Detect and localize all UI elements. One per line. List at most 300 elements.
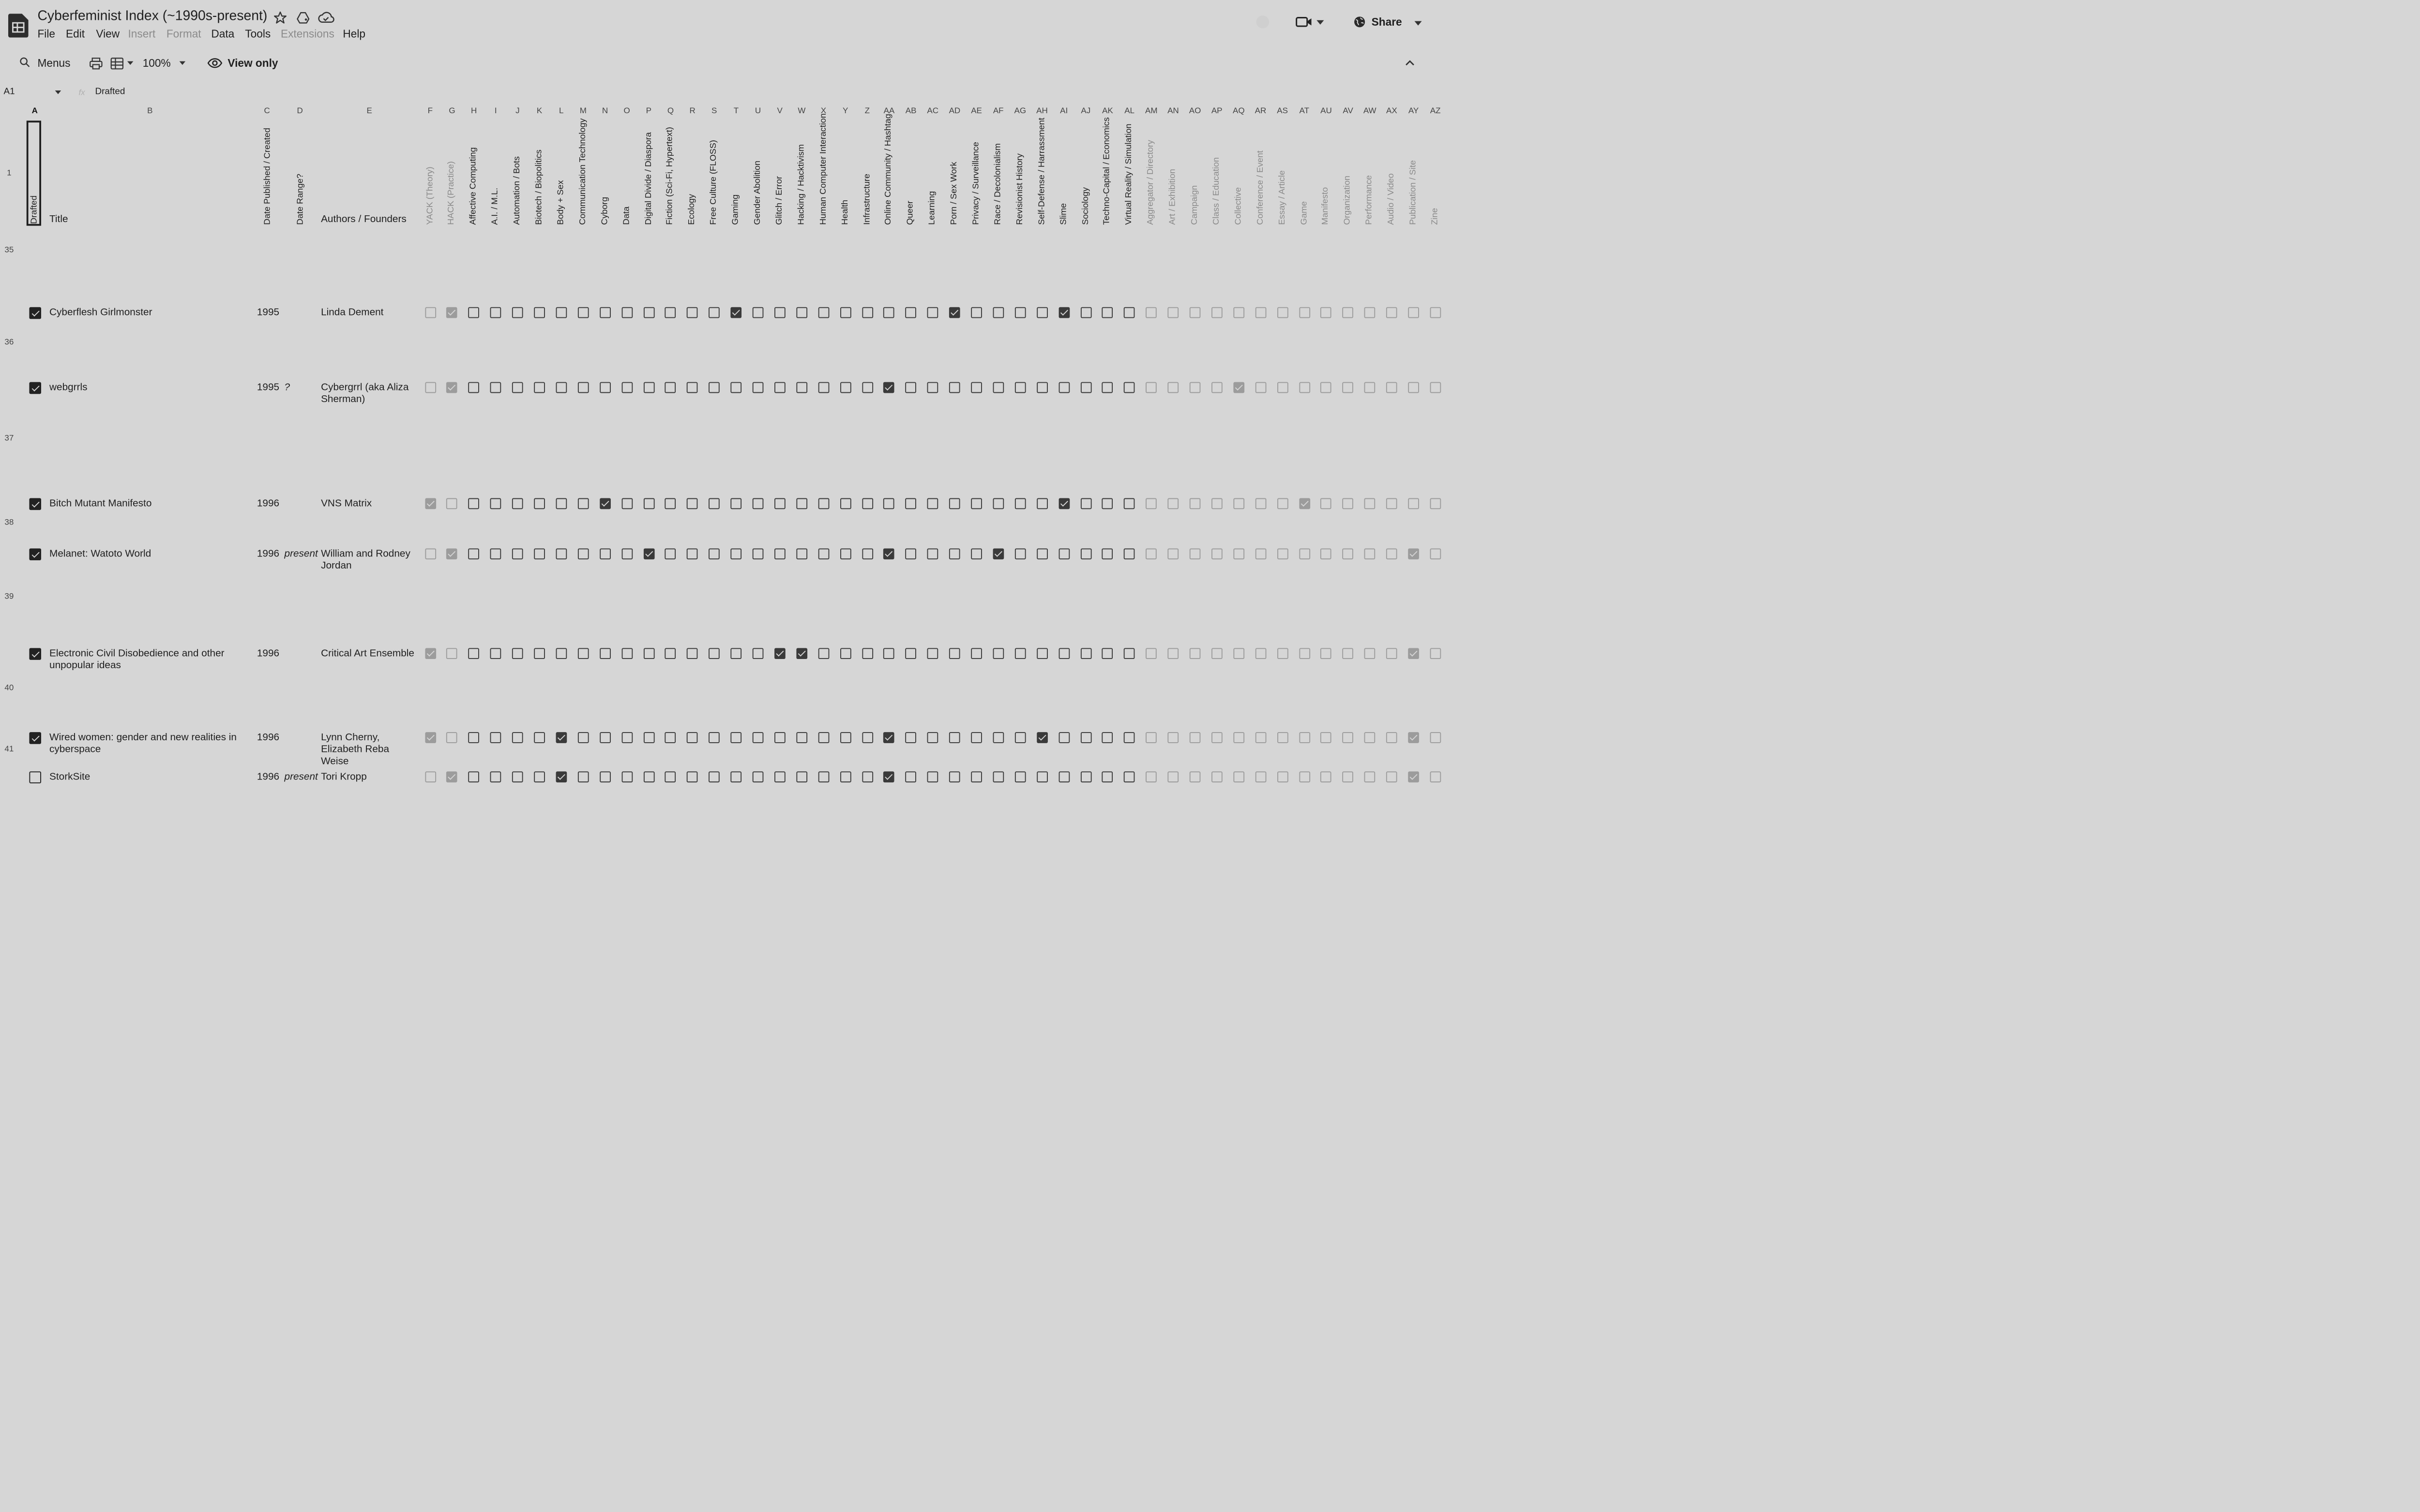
- column-letter-aw[interactable]: AW: [1363, 106, 1376, 116]
- tag-checkbox-i[interactable]: [490, 382, 501, 393]
- tag-checkbox-aj[interactable]: [1080, 382, 1091, 393]
- tag-checkbox-aj[interactable]: [1080, 548, 1091, 559]
- tag-checkbox-ao[interactable]: [1190, 548, 1201, 559]
- tag-checkbox-i[interactable]: [490, 771, 501, 782]
- tag-checkbox-av[interactable]: [1343, 648, 1354, 659]
- tag-checkbox-j[interactable]: [512, 382, 523, 393]
- column-letter-q[interactable]: Q: [667, 106, 674, 116]
- tag-checkbox-k[interactable]: [534, 548, 545, 559]
- tag-checkbox-n[interactable]: [600, 648, 611, 659]
- column-letter-ap[interactable]: AP: [1211, 106, 1223, 116]
- tag-checkbox-y[interactable]: [840, 307, 851, 318]
- tag-checkbox-o[interactable]: [621, 771, 633, 782]
- tag-checkbox-ar[interactable]: [1255, 548, 1266, 559]
- tag-checkbox-ax[interactable]: [1386, 498, 1397, 509]
- tag-checkbox-l[interactable]: [556, 771, 567, 782]
- tag-checkbox-ao[interactable]: [1190, 732, 1201, 743]
- tag-checkbox-ax[interactable]: [1386, 548, 1397, 559]
- tag-checkbox-aa[interactable]: [884, 307, 895, 318]
- tag-checkbox-am[interactable]: [1146, 307, 1157, 318]
- drive-move-icon[interactable]: [295, 10, 310, 25]
- tag-checkbox-ak[interactable]: [1102, 732, 1113, 743]
- tag-checkbox-ab[interactable]: [906, 732, 917, 743]
- tag-checkbox-m[interactable]: [578, 732, 589, 743]
- tag-checkbox-aj[interactable]: [1080, 307, 1091, 318]
- tag-checkbox-ak[interactable]: [1102, 771, 1113, 782]
- tag-checkbox-o[interactable]: [621, 548, 633, 559]
- tag-checkbox-f[interactable]: [424, 307, 436, 318]
- tag-checkbox-ai[interactable]: [1059, 498, 1070, 509]
- tag-checkbox-ao[interactable]: [1190, 307, 1201, 318]
- tag-checkbox-am[interactable]: [1146, 548, 1157, 559]
- column-letter-ac[interactable]: AC: [927, 106, 939, 116]
- tag-checkbox-ar[interactable]: [1255, 382, 1266, 393]
- tag-checkbox-g[interactable]: [447, 771, 458, 782]
- tag-checkbox-g[interactable]: [447, 382, 458, 393]
- tag-checkbox-ai[interactable]: [1059, 382, 1070, 393]
- tag-checkbox-au[interactable]: [1321, 648, 1332, 659]
- tag-checkbox-ay[interactable]: [1408, 732, 1419, 743]
- tag-checkbox-r[interactable]: [687, 548, 698, 559]
- tag-checkbox-af[interactable]: [993, 307, 1004, 318]
- tag-checkbox-p[interactable]: [643, 771, 654, 782]
- tag-checkbox-l[interactable]: [556, 648, 567, 659]
- tag-checkbox-ac[interactable]: [927, 732, 938, 743]
- column-letter-m[interactable]: M: [579, 106, 587, 116]
- tag-checkbox-i[interactable]: [490, 732, 501, 743]
- tag-checkbox-am[interactable]: [1146, 498, 1157, 509]
- tag-checkbox-o[interactable]: [621, 382, 633, 393]
- collapse-chevron-icon[interactable]: [1404, 57, 1416, 69]
- tag-checkbox-h[interactable]: [469, 307, 480, 318]
- tag-checkbox-p[interactable]: [643, 382, 654, 393]
- tag-checkbox-j[interactable]: [512, 307, 523, 318]
- tag-checkbox-m[interactable]: [578, 307, 589, 318]
- tag-checkbox-ag[interactable]: [1015, 307, 1026, 318]
- tag-checkbox-as[interactable]: [1277, 382, 1288, 393]
- tag-checkbox-ag[interactable]: [1015, 732, 1026, 743]
- tag-checkbox-ag[interactable]: [1015, 382, 1026, 393]
- menus-search[interactable]: Menus: [37, 57, 71, 70]
- tag-checkbox-x[interactable]: [818, 498, 829, 509]
- tag-checkbox-g[interactable]: [447, 307, 458, 318]
- tag-checkbox-z[interactable]: [862, 382, 873, 393]
- tag-checkbox-as[interactable]: [1277, 498, 1288, 509]
- tag-checkbox-ad[interactable]: [949, 548, 960, 559]
- tag-checkbox-as[interactable]: [1277, 548, 1288, 559]
- column-letter-u[interactable]: U: [755, 106, 761, 116]
- tag-checkbox-l[interactable]: [556, 307, 567, 318]
- tag-checkbox-j[interactable]: [512, 548, 523, 559]
- tag-checkbox-ac[interactable]: [927, 498, 938, 509]
- column-letter-y[interactable]: Y: [842, 106, 848, 116]
- tag-checkbox-x[interactable]: [818, 771, 829, 782]
- tag-checkbox-ar[interactable]: [1255, 771, 1266, 782]
- tag-checkbox-k[interactable]: [534, 382, 545, 393]
- sheets-logo-icon[interactable]: [8, 14, 29, 37]
- tag-checkbox-ak[interactable]: [1102, 498, 1113, 509]
- tag-checkbox-aw[interactable]: [1364, 648, 1376, 659]
- share-dropdown-icon[interactable]: [1414, 17, 1423, 29]
- tag-checkbox-ac[interactable]: [927, 771, 938, 782]
- tag-checkbox-ac[interactable]: [927, 382, 938, 393]
- tag-checkbox-f[interactable]: [424, 771, 436, 782]
- tag-checkbox-x[interactable]: [818, 648, 829, 659]
- avatar-placeholder[interactable]: [1256, 15, 1269, 28]
- tag-checkbox-o[interactable]: [621, 648, 633, 659]
- tag-checkbox-n[interactable]: [600, 732, 611, 743]
- column-letter-am[interactable]: AM: [1145, 106, 1158, 116]
- tag-checkbox-o[interactable]: [621, 732, 633, 743]
- menu-file[interactable]: File: [37, 27, 55, 41]
- tag-checkbox-l[interactable]: [556, 548, 567, 559]
- tag-checkbox-aq[interactable]: [1233, 771, 1244, 782]
- tag-checkbox-s[interactable]: [709, 771, 720, 782]
- tag-checkbox-z[interactable]: [862, 548, 873, 559]
- tag-checkbox-q[interactable]: [665, 732, 676, 743]
- menu-extensions[interactable]: Extensions: [280, 27, 334, 41]
- share-button[interactable]: Share: [1371, 15, 1402, 29]
- tag-checkbox-i[interactable]: [490, 307, 501, 318]
- tag-checkbox-y[interactable]: [840, 382, 851, 393]
- drafted-checkbox[interactable]: [29, 498, 41, 510]
- column-letter-h[interactable]: H: [470, 106, 477, 116]
- menu-insert[interactable]: Insert: [128, 27, 156, 41]
- menu-tools[interactable]: Tools: [245, 27, 271, 41]
- tag-checkbox-t[interactable]: [731, 771, 742, 782]
- tag-checkbox-ab[interactable]: [906, 307, 917, 318]
- tag-checkbox-ah[interactable]: [1037, 732, 1048, 743]
- tag-checkbox-f[interactable]: [424, 548, 436, 559]
- column-letter-x[interactable]: X: [820, 106, 827, 116]
- column-letter-ao[interactable]: AO: [1189, 106, 1201, 116]
- tag-checkbox-ar[interactable]: [1255, 307, 1266, 318]
- column-letter-aa[interactable]: AA: [883, 106, 895, 116]
- tag-checkbox-aj[interactable]: [1080, 771, 1091, 782]
- tag-checkbox-ap[interactable]: [1211, 771, 1223, 782]
- tag-checkbox-aq[interactable]: [1233, 648, 1244, 659]
- tag-checkbox-n[interactable]: [600, 548, 611, 559]
- tag-checkbox-ap[interactable]: [1211, 648, 1223, 659]
- tag-checkbox-al[interactable]: [1124, 548, 1135, 559]
- tag-checkbox-t[interactable]: [731, 548, 742, 559]
- tag-checkbox-al[interactable]: [1124, 771, 1135, 782]
- tag-checkbox-af[interactable]: [993, 732, 1004, 743]
- column-letter-al[interactable]: AL: [1124, 106, 1135, 116]
- column-letter-ag[interactable]: AG: [1014, 106, 1027, 116]
- tag-checkbox-y[interactable]: [840, 771, 851, 782]
- tag-checkbox-m[interactable]: [578, 771, 589, 782]
- tag-checkbox-ah[interactable]: [1037, 307, 1048, 318]
- tag-checkbox-p[interactable]: [643, 548, 654, 559]
- tag-checkbox-s[interactable]: [709, 307, 720, 318]
- tag-checkbox-m[interactable]: [578, 648, 589, 659]
- tag-checkbox-az[interactable]: [1430, 732, 1441, 743]
- tag-checkbox-ah[interactable]: [1037, 382, 1048, 393]
- tag-checkbox-t[interactable]: [731, 648, 742, 659]
- column-letter-at[interactable]: AT: [1299, 106, 1310, 116]
- tag-checkbox-k[interactable]: [534, 498, 545, 509]
- tag-checkbox-av[interactable]: [1343, 548, 1354, 559]
- column-letter-z[interactable]: Z: [864, 106, 870, 116]
- tag-checkbox-az[interactable]: [1430, 648, 1441, 659]
- tag-checkbox-i[interactable]: [490, 498, 501, 509]
- tag-checkbox-ap[interactable]: [1211, 548, 1223, 559]
- tag-checkbox-av[interactable]: [1343, 382, 1354, 393]
- tag-checkbox-w[interactable]: [796, 307, 807, 318]
- tag-checkbox-au[interactable]: [1321, 771, 1332, 782]
- tag-checkbox-at[interactable]: [1299, 732, 1310, 743]
- tag-checkbox-x[interactable]: [818, 732, 829, 743]
- tag-checkbox-z[interactable]: [862, 307, 873, 318]
- tag-checkbox-l[interactable]: [556, 498, 567, 509]
- column-letter-ak[interactable]: AK: [1102, 106, 1113, 116]
- view-only-button[interactable]: View only: [227, 57, 278, 70]
- format-dropdown-icon[interactable]: [126, 59, 134, 68]
- column-letter-an[interactable]: AN: [1167, 106, 1179, 116]
- tag-checkbox-h[interactable]: [469, 732, 480, 743]
- tag-checkbox-x[interactable]: [818, 382, 829, 393]
- tag-checkbox-af[interactable]: [993, 648, 1004, 659]
- tag-checkbox-au[interactable]: [1321, 498, 1332, 509]
- column-letter-ah[interactable]: AH: [1036, 106, 1048, 116]
- tag-checkbox-r[interactable]: [687, 732, 698, 743]
- column-letter-aj[interactable]: AJ: [1081, 106, 1091, 116]
- tag-checkbox-ad[interactable]: [949, 382, 960, 393]
- tag-checkbox-g[interactable]: [447, 732, 458, 743]
- row-number[interactable]: 40: [4, 683, 14, 692]
- tag-checkbox-aw[interactable]: [1364, 548, 1376, 559]
- tag-checkbox-af[interactable]: [993, 548, 1004, 559]
- tag-checkbox-z[interactable]: [862, 771, 873, 782]
- column-letter-k[interactable]: K: [536, 106, 543, 116]
- tag-checkbox-av[interactable]: [1343, 498, 1354, 509]
- tag-checkbox-k[interactable]: [534, 648, 545, 659]
- tag-checkbox-t[interactable]: [731, 732, 742, 743]
- tag-checkbox-aq[interactable]: [1233, 732, 1244, 743]
- tag-checkbox-v[interactable]: [774, 548, 786, 559]
- tag-checkbox-ag[interactable]: [1015, 771, 1026, 782]
- drafted-checkbox[interactable]: [29, 771, 41, 783]
- formula-input[interactable]: Drafted: [95, 87, 125, 97]
- tag-checkbox-au[interactable]: [1321, 732, 1332, 743]
- tag-checkbox-ao[interactable]: [1190, 382, 1201, 393]
- tag-checkbox-r[interactable]: [687, 382, 698, 393]
- row-number[interactable]: 1: [7, 168, 12, 178]
- tag-checkbox-aq[interactable]: [1233, 382, 1244, 393]
- tag-checkbox-ao[interactable]: [1190, 648, 1201, 659]
- tag-checkbox-u[interactable]: [753, 307, 764, 318]
- tag-checkbox-ap[interactable]: [1211, 307, 1223, 318]
- tag-checkbox-az[interactable]: [1430, 382, 1441, 393]
- column-letter-av[interactable]: AV: [1343, 106, 1353, 116]
- tag-checkbox-ab[interactable]: [906, 498, 917, 509]
- tag-checkbox-i[interactable]: [490, 548, 501, 559]
- tag-checkbox-af[interactable]: [993, 771, 1004, 782]
- tag-checkbox-ad[interactable]: [949, 648, 960, 659]
- tag-checkbox-aw[interactable]: [1364, 498, 1376, 509]
- tag-checkbox-o[interactable]: [621, 307, 633, 318]
- column-letter-au[interactable]: AU: [1320, 106, 1332, 116]
- tag-checkbox-p[interactable]: [643, 498, 654, 509]
- tag-checkbox-an[interactable]: [1168, 732, 1179, 743]
- tag-checkbox-h[interactable]: [469, 498, 480, 509]
- search-icon[interactable]: [18, 56, 31, 68]
- tag-checkbox-aa[interactable]: [884, 771, 895, 782]
- tag-checkbox-aw[interactable]: [1364, 732, 1376, 743]
- tag-checkbox-m[interactable]: [578, 498, 589, 509]
- tag-checkbox-ae[interactable]: [971, 648, 982, 659]
- cloud-saved-icon[interactable]: [318, 10, 333, 25]
- tag-checkbox-ai[interactable]: [1059, 771, 1070, 782]
- tag-checkbox-n[interactable]: [600, 498, 611, 509]
- tag-checkbox-ay[interactable]: [1408, 771, 1419, 782]
- tag-checkbox-ap[interactable]: [1211, 382, 1223, 393]
- column-letter-l[interactable]: L: [559, 106, 564, 116]
- tag-checkbox-ak[interactable]: [1102, 307, 1113, 318]
- tag-checkbox-t[interactable]: [731, 307, 742, 318]
- tag-checkbox-ax[interactable]: [1386, 648, 1397, 659]
- tag-checkbox-u[interactable]: [753, 548, 764, 559]
- tag-checkbox-ai[interactable]: [1059, 648, 1070, 659]
- tag-checkbox-ad[interactable]: [949, 307, 960, 318]
- tag-checkbox-z[interactable]: [862, 648, 873, 659]
- tag-checkbox-ac[interactable]: [927, 548, 938, 559]
- tag-checkbox-n[interactable]: [600, 771, 611, 782]
- tag-checkbox-y[interactable]: [840, 498, 851, 509]
- eye-icon[interactable]: [207, 56, 222, 70]
- tag-checkbox-aj[interactable]: [1080, 498, 1091, 509]
- tag-checkbox-h[interactable]: [469, 648, 480, 659]
- tag-checkbox-as[interactable]: [1277, 307, 1288, 318]
- column-letter-az[interactable]: AZ: [1430, 106, 1441, 116]
- tag-checkbox-ab[interactable]: [906, 548, 917, 559]
- tag-checkbox-al[interactable]: [1124, 732, 1135, 743]
- tag-checkbox-s[interactable]: [709, 498, 720, 509]
- column-letter-b[interactable]: B: [147, 106, 153, 116]
- menu-help[interactable]: Help: [343, 27, 366, 41]
- column-letter-aq[interactable]: AQ: [1233, 106, 1245, 116]
- tag-checkbox-ac[interactable]: [927, 307, 938, 318]
- tag-checkbox-an[interactable]: [1168, 648, 1179, 659]
- column-letter-ay[interactable]: AY: [1408, 106, 1419, 116]
- tag-checkbox-n[interactable]: [600, 307, 611, 318]
- tag-checkbox-ak[interactable]: [1102, 648, 1113, 659]
- zoom-dropdown-icon[interactable]: [178, 59, 186, 68]
- tag-checkbox-f[interactable]: [424, 382, 436, 393]
- tag-checkbox-ah[interactable]: [1037, 498, 1048, 509]
- tag-checkbox-av[interactable]: [1343, 732, 1354, 743]
- column-letter-ae[interactable]: AE: [971, 106, 982, 116]
- column-letter-s[interactable]: S: [711, 106, 717, 116]
- tag-checkbox-ai[interactable]: [1059, 732, 1070, 743]
- tag-checkbox-y[interactable]: [840, 548, 851, 559]
- tag-checkbox-u[interactable]: [753, 732, 764, 743]
- tag-checkbox-an[interactable]: [1168, 382, 1179, 393]
- column-letter-ax[interactable]: AX: [1386, 106, 1397, 116]
- column-letter-o[interactable]: O: [623, 106, 630, 116]
- tag-checkbox-ae[interactable]: [971, 307, 982, 318]
- column-letter-n[interactable]: N: [602, 106, 608, 116]
- tag-checkbox-p[interactable]: [643, 732, 654, 743]
- tag-checkbox-x[interactable]: [818, 548, 829, 559]
- tag-checkbox-i[interactable]: [490, 648, 501, 659]
- tag-checkbox-v[interactable]: [774, 732, 786, 743]
- tag-checkbox-j[interactable]: [512, 771, 523, 782]
- tag-checkbox-ae[interactable]: [971, 732, 982, 743]
- tag-checkbox-af[interactable]: [993, 498, 1004, 509]
- tag-checkbox-m[interactable]: [578, 548, 589, 559]
- column-letter-ad[interactable]: AD: [949, 106, 961, 116]
- tag-checkbox-aw[interactable]: [1364, 307, 1376, 318]
- drafted-checkbox[interactable]: [29, 732, 41, 744]
- tag-checkbox-ab[interactable]: [906, 648, 917, 659]
- tag-checkbox-h[interactable]: [469, 382, 480, 393]
- tag-checkbox-w[interactable]: [796, 771, 807, 782]
- tag-checkbox-at[interactable]: [1299, 771, 1310, 782]
- tag-checkbox-v[interactable]: [774, 382, 786, 393]
- tag-checkbox-ar[interactable]: [1255, 732, 1266, 743]
- tag-checkbox-s[interactable]: [709, 382, 720, 393]
- tag-checkbox-ar[interactable]: [1255, 498, 1266, 509]
- tag-checkbox-at[interactable]: [1299, 648, 1310, 659]
- tag-checkbox-af[interactable]: [993, 382, 1004, 393]
- tag-checkbox-ai[interactable]: [1059, 548, 1070, 559]
- tag-checkbox-g[interactable]: [447, 648, 458, 659]
- tag-checkbox-ay[interactable]: [1408, 307, 1419, 318]
- drafted-checkbox[interactable]: [29, 307, 41, 319]
- tag-checkbox-aq[interactable]: [1233, 307, 1244, 318]
- tag-checkbox-r[interactable]: [687, 771, 698, 782]
- tag-checkbox-ac[interactable]: [927, 648, 938, 659]
- tag-checkbox-az[interactable]: [1430, 498, 1441, 509]
- tag-checkbox-ah[interactable]: [1037, 771, 1048, 782]
- tag-checkbox-ay[interactable]: [1408, 382, 1419, 393]
- tag-checkbox-r[interactable]: [687, 307, 698, 318]
- tag-checkbox-at[interactable]: [1299, 307, 1310, 318]
- tag-checkbox-f[interactable]: [424, 498, 436, 509]
- tag-checkbox-ay[interactable]: [1408, 548, 1419, 559]
- tag-checkbox-ag[interactable]: [1015, 648, 1026, 659]
- tag-checkbox-ax[interactable]: [1386, 307, 1397, 318]
- drafted-checkbox[interactable]: [29, 382, 41, 394]
- tag-checkbox-av[interactable]: [1343, 307, 1354, 318]
- column-letter-af[interactable]: AF: [993, 106, 1004, 116]
- star-icon[interactable]: [272, 10, 287, 25]
- column-letter-c[interactable]: C: [264, 106, 270, 116]
- tag-checkbox-u[interactable]: [753, 648, 764, 659]
- tag-checkbox-y[interactable]: [840, 732, 851, 743]
- tag-checkbox-au[interactable]: [1321, 548, 1332, 559]
- tag-checkbox-n[interactable]: [600, 382, 611, 393]
- tag-checkbox-j[interactable]: [512, 732, 523, 743]
- tag-checkbox-f[interactable]: [424, 732, 436, 743]
- tag-checkbox-j[interactable]: [512, 648, 523, 659]
- column-letter-r[interactable]: R: [689, 106, 696, 116]
- tag-checkbox-av[interactable]: [1343, 771, 1354, 782]
- tag-checkbox-am[interactable]: [1146, 732, 1157, 743]
- column-letter-v[interactable]: V: [777, 106, 783, 116]
- tag-checkbox-ao[interactable]: [1190, 498, 1201, 509]
- tag-checkbox-v[interactable]: [774, 307, 786, 318]
- document-title[interactable]: Cyberfeminist Index (~1990s-present): [37, 8, 268, 24]
- tag-checkbox-f[interactable]: [424, 648, 436, 659]
- tag-checkbox-j[interactable]: [512, 498, 523, 509]
- column-letter-j[interactable]: J: [515, 106, 520, 116]
- share-globe-icon[interactable]: [1352, 15, 1367, 29]
- tag-checkbox-w[interactable]: [796, 732, 807, 743]
- tag-checkbox-z[interactable]: [862, 732, 873, 743]
